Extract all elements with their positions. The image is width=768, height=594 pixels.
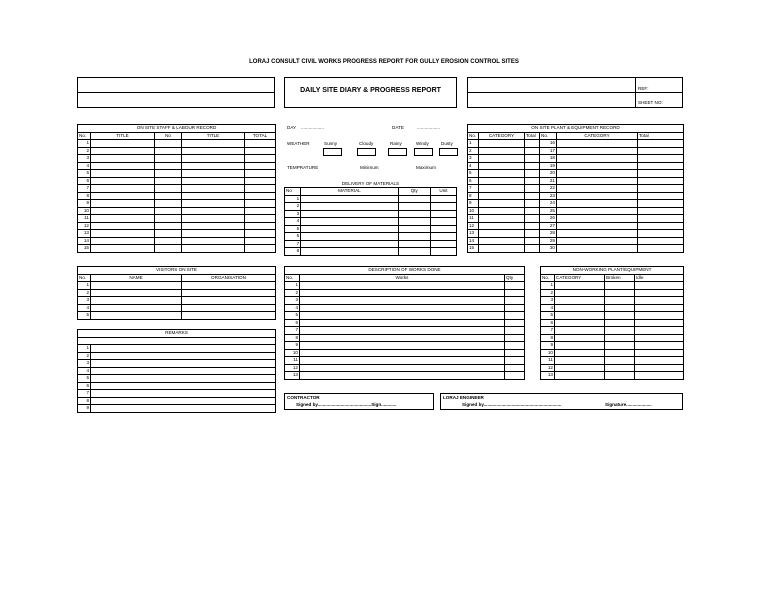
table-row: 4 [285,304,525,312]
weather-rainy-checkbox[interactable] [388,148,407,156]
weather-windy-checkbox[interactable] [414,148,433,156]
engineer-signature-line[interactable]: Signature.................... [605,402,652,407]
table-row: 13 [541,372,684,380]
table-row: 3 [285,210,457,218]
table-row: 1 [285,282,525,290]
visitors-col-name: NAME [91,274,182,282]
table-row: 3 [78,155,276,163]
table-row: 12 27 [468,222,684,230]
table-row: 2 17 [468,147,684,155]
report-title: LORAJ CONSULT CIVIL WORKS PROGRESS REPORT FOR GULLY EROSION CONTROL SITES [249,59,519,65]
table-row: 5 [78,170,276,178]
engineer-signed-line[interactable]: Signed by............................................................. [462,402,562,407]
table-row: 2 [78,289,276,297]
table-row: 7 [541,327,684,335]
weather-label: WEATHER [287,141,310,146]
works-col-qty: Qty [505,274,525,282]
table-row: 6 21 [468,177,684,185]
table-row: 4 [78,304,276,312]
contractor-signature-box [284,393,434,410]
table-row: 7 22 [468,185,684,193]
table-row: 11 26 [468,215,684,223]
table-row: 10 [78,207,276,215]
sheet-no-label: SHEET NO: [638,100,663,105]
plant-col-total-2: Total [638,132,684,140]
table-row: 13 [285,372,525,380]
visitors-table [77,266,276,320]
nonworking-col-idle: Idle [635,274,684,282]
remarks-caption: REMARKS [78,330,276,338]
table-row: 5 [541,312,684,320]
table-row: 4 [541,304,684,312]
table-row: 5 [78,375,276,383]
header-right-box [467,77,683,108]
table-row: 4 [285,218,457,226]
weather-cloudy-checkbox[interactable] [357,148,376,156]
visitors-col-no: No. [78,274,91,282]
table-row: 8 [78,192,276,200]
weather-windy-label: Windy [416,141,429,146]
table-row: 15 [78,245,276,253]
table-row: 1 16 [468,140,684,148]
table-row: 2 [78,147,276,155]
table-row: 4 [78,367,276,375]
table-row: 11 [541,357,684,365]
table-row: 3 18 [468,155,684,163]
table-row: 5 [285,225,457,233]
weather-sunny-checkbox[interactable] [323,148,342,156]
table-row: 4 19 [468,162,684,170]
table-row: 9 24 [468,200,684,208]
table-row: 6 [78,177,276,185]
staff-col-count: No [155,132,182,140]
table-row: 11 [285,357,525,365]
visitors-caption: VISITORS ON SITE [78,267,276,275]
table-row: 6 [285,233,457,241]
table-row: 9 [285,342,525,350]
table-row: 14 [78,237,276,245]
table-row: 5 [78,312,276,320]
table-row: 14 29 [468,237,684,245]
header-left-box [77,77,275,108]
materials-col-unit: Unit [431,188,457,196]
weather-sunny-label: Sunny [324,141,338,146]
table-row: 12 [541,364,684,372]
table-row: 11 [78,215,276,223]
table-row: 1 [285,195,457,203]
contractor-label: CONTRACTOR [287,395,320,400]
table-row: 9 [78,405,276,413]
table-row: 8 23 [468,192,684,200]
table-row: 10 25 [468,207,684,215]
nonworking-table [540,266,684,380]
materials-col-no: No [285,188,301,196]
materials-caption: DELIVERY OF MATERIALS [341,181,400,186]
table-row: 3 [78,297,276,305]
table-row: 13 [78,230,276,238]
temperature-max-label: Maximum [416,165,436,170]
table-row: 2 [78,352,276,360]
plant-col-total: Total [525,132,540,140]
table-row: 10 [285,349,525,357]
table-row: 7 [285,327,525,335]
contractor-signed-line[interactable]: Signed by..........................................Sign............ [296,402,397,407]
day-label: DAY [287,125,297,130]
staff-col-title: TITLE [91,132,155,140]
engineer-signature-box [440,393,683,410]
nonworking-caption: NON-WORKING PLANT/EQUIPMENT [541,267,684,275]
works-col-works: Works [300,274,505,282]
weather-dusty-checkbox[interactable] [439,148,458,156]
table-row: 2 [541,289,684,297]
materials-col-material: MATERIAL [301,188,398,196]
date-label: DATE [392,125,404,130]
table-row: 8 [541,334,684,342]
table-row: 1 [78,345,276,353]
table-row: 6 [78,382,276,390]
works-table [284,266,525,380]
table-row: 8 [285,248,457,256]
staff-caption: ON SITE STAFF & LABOUR RECORD [78,125,276,133]
plant-col-category: CATEGORY [479,132,525,140]
table-row: 5 20 [468,170,684,178]
table-row: 9 [541,342,684,350]
plant-caption: ON SITE PLANT & EQUIPMENT RECORD [468,125,684,133]
table-row: 12 [78,222,276,230]
header-center-box [284,77,457,108]
ref-label: REF: [638,86,649,91]
table-row: 10 [541,349,684,357]
table-row: 1 [78,282,276,290]
date-value[interactable]: .................. [417,125,440,130]
table-row: 3 [541,297,684,305]
weather-cloudy-label: Cloudy [359,141,374,146]
table-row: 1 [78,140,276,148]
staff-col-title-2: TITLE [182,132,245,140]
table-row: 3 [78,360,276,368]
table-row: 6 [541,319,684,327]
staff-col-no: No. [78,132,91,140]
visitors-col-organisation: ORGANISATION [182,274,276,282]
nonworking-col-broken: Broken [605,274,635,282]
materials-col-qty: Qty [398,188,430,196]
table-row: 2 [285,289,525,297]
remarks-table [77,329,276,413]
temperature-min-label: Minimum [360,165,379,170]
table-row: 1 [541,282,684,290]
staff-table [77,124,276,253]
nonworking-col-no: No. [541,274,555,282]
day-value[interactable]: .................. [301,125,324,130]
table-row: 5 [285,312,525,320]
table-row: 7 [285,240,457,248]
plant-col-no: No. [468,132,479,140]
table-row: 4 [78,162,276,170]
table-row: 15 30 [468,245,684,253]
header-center-title: DAILY SITE DIARY & PROGRESS REPORT [300,87,441,94]
table-row: 12 [285,364,525,372]
table-row: 3 [285,297,525,305]
engineer-label: LORAJ ENGINEER [443,395,484,400]
table-row: 8 [78,397,276,405]
table-row: 2 [285,203,457,211]
table-row: 13 28 [468,230,684,238]
works-col-no: No. [285,274,300,282]
table-row: 8 [285,334,525,342]
table-row: 9 [78,200,276,208]
table-row: 6 [285,319,525,327]
staff-col-total: TOTAL [245,132,276,140]
works-caption: DESCRIPTION OF WORKS DONE [285,267,525,275]
table-row: 7 [78,185,276,193]
plant-col-no-2: No. [540,132,557,140]
plant-table [467,124,684,253]
table-row: 7 [78,390,276,398]
temperature-label: TEMPRATURE [287,165,319,170]
materials-table [284,187,457,256]
nonworking-col-category: CATEGORY [555,274,605,282]
weather-dusty-label: Dusty [441,141,453,146]
plant-col-category-2: CATEGORY [557,132,638,140]
weather-rainy-label: Rainy [390,141,402,146]
